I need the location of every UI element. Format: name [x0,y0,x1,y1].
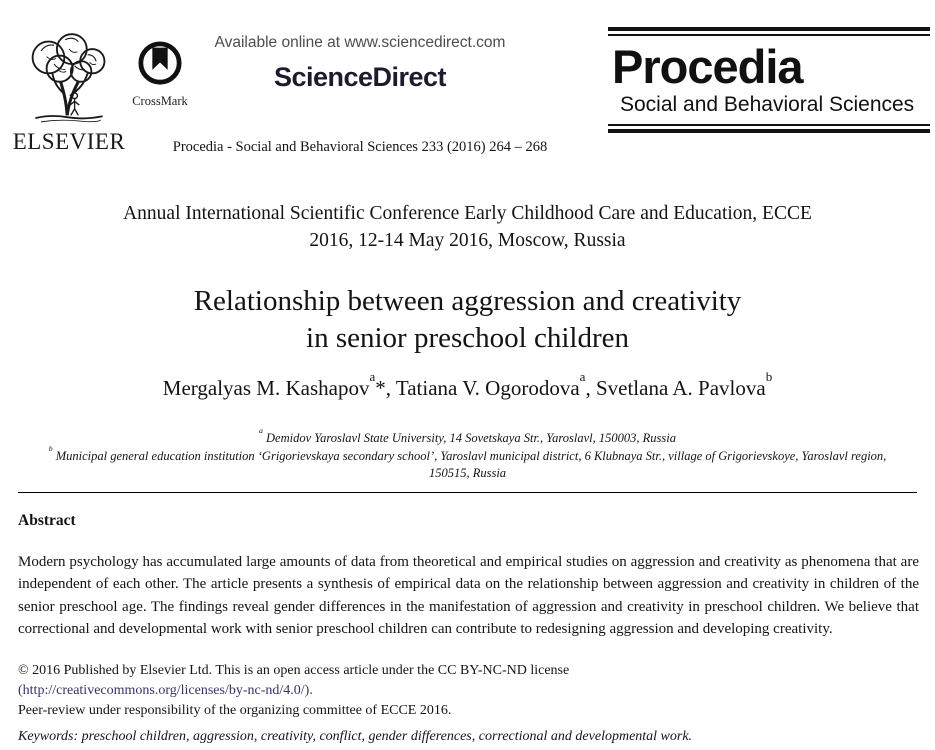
author-3: Svetlana A. Pavlova$^b$ [595,369,773,400]
section-divider [18,492,917,493]
keywords-line: Keywords: preschool children, aggression, creativity, conflict, gender differences, correctional and developmental work. [18,729,693,744]
copyright-line: © 2016 Published by Elsevier Ltd. This is an open access article under the CC BY-NC-ND license [18,663,570,678]
conference-heading [40,200,895,254]
abstract-text: Modern psychology has accumulated large amounts of data from theoretical and empirical studies on aggression and creativity as phenomena that are independent of each other. The article presents a synthesis of empirical data on the relationship between aggression and creativity in children of the senior preschool age. The findings reveal gender differences in the manifestation of aggression and creativity in preschool children. We believe that correctional and developmental work with senior preschool children can contribute to redesigning aggression and developing creativity. [18,554,919,638]
author-2-affiliation-superscript: a [579,369,586,385]
conference-line-1: Annual International Scientific Conference Early Childhood Care and Education, ECCE [123,203,812,224]
procedia-top-rule-thin [608,34,930,36]
procedia-logo [608,27,930,133]
crossmark-label: CrossMark [132,94,188,108]
journal-citation: Procedia - Social and Behavioral Sciences 233 (2016) 264 – 268 [172,139,548,155]
sciencedirect-logo-text: ScienceDirect [273,62,447,92]
author-3-affiliation-superscript: b [765,369,773,385]
paper-title-line-2: in senior preschool children [306,322,629,354]
elsevier-logo [8,28,130,155]
paper-title-line-1: Relationship between aggression and creativity [193,285,742,317]
peer-review-line: Peer-review under responsibility of the organizing committee of ECCE 2016. [18,703,452,718]
paper-title [0,283,935,357]
author-1-affiliation-superscript: a [369,369,376,385]
copyright-block [18,661,917,721]
affiliations [45,426,890,483]
author-2: Tatiana V. Ogorodova$^a$, [395,369,596,400]
procedia-top-rule [608,27,930,31]
procedia-subtitle: Social and Behavioral Sciences [620,93,915,116]
corresponding-author-mark: * [375,376,386,400]
license-link[interactable]: (http://creativecommons.org/licenses/by-nc-nd/4.0/). [18,683,313,698]
affiliation-line-a: $^a$ Demidov Yaroslavl State University, 14 Sovetskaya Str., Yaroslavl, 150003, Russia [259,426,676,445]
elsevier-wordmark: ELSEVIER [12,129,126,154]
abstract-heading: Abstract [18,512,76,529]
author-1: Mergalyas M. Kashapov$^a$*, [162,369,396,400]
available-online-text: Available online at www.sciencedirect.com [214,34,506,51]
elsevier-tree-icon [8,28,130,128]
conference-line-2: 2016, 12-14 May 2016, Moscow, Russia [309,230,626,251]
procedia-bottom-rule [608,129,930,133]
affiliation-line-b: $^b$ Municipal general education institution ‘Grigorievskaya secondary school’, Yaroslavl municipal district, 6 Klubnaya Str., village of Grigorievskoye, Yaroslavl region, 150515, Russia [48,443,887,480]
authors-line [0,369,935,401]
procedia-bottom-rule-thin [608,124,930,126]
procedia-title: Procedia [612,40,803,93]
